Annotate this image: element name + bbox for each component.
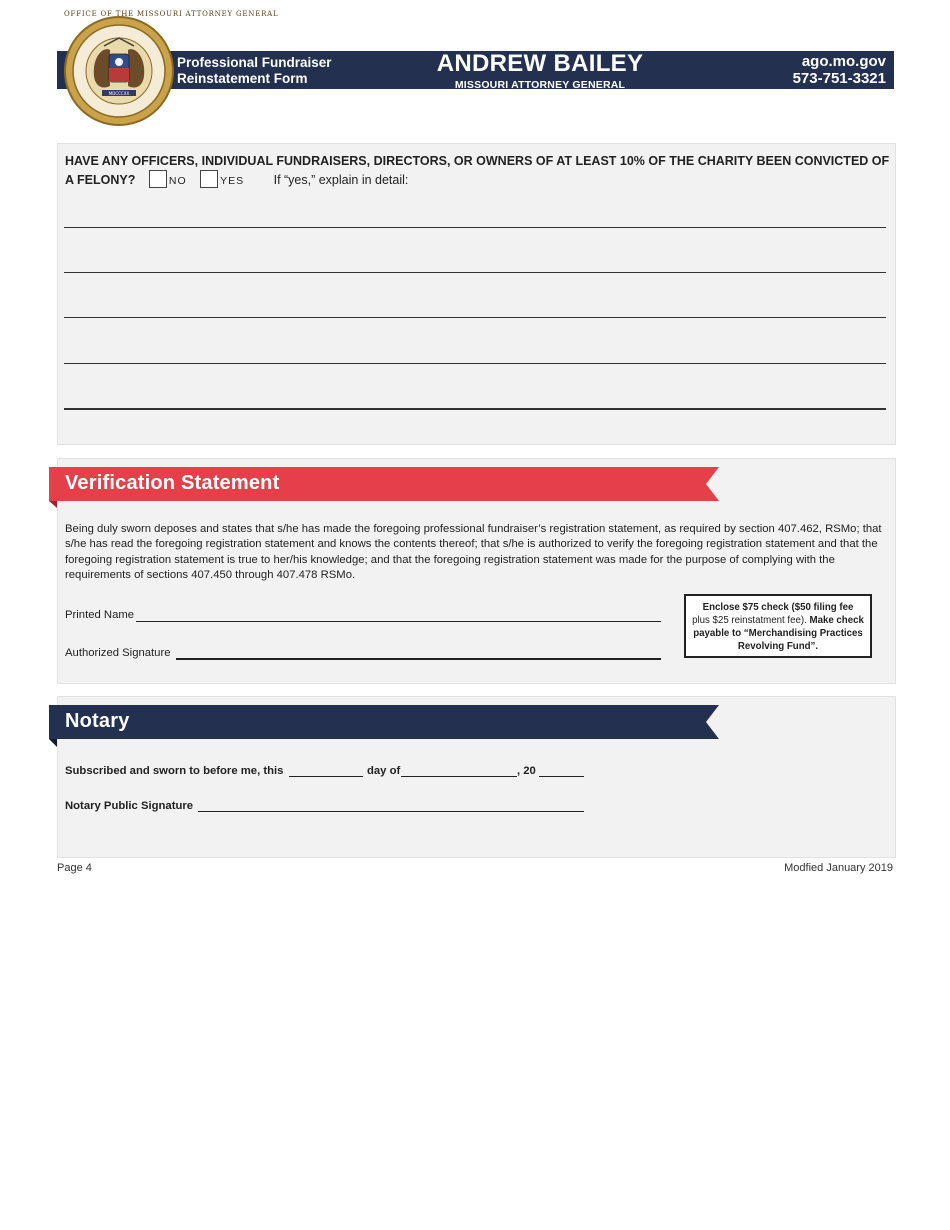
explain-label: If “yes,” explain in detail:: [273, 173, 409, 187]
explain-line-4[interactable]: [64, 363, 886, 364]
verification-statement: Being duly sworn deposes and states that s/he has made the foregoing professional fundraiser’s registration statement, as required by section 407.462, RSMo; that s/he has read the foregoing registration statement and knows the contents thereof; that s/he is authorized to verify the foregoing registration statement and that the foregoing registration statement is true to her/his knowledge; and that the foregoing registration statement was made for the purpose of complying with the requirements of sections 407.450 through 407.478 RSMo.: [65, 523, 882, 581]
fee-notice-box: [684, 594, 872, 658]
verification-title: Verification Statement: [65, 472, 280, 494]
notary-signature-field[interactable]: [198, 811, 584, 812]
phone-number: 573-751-3321: [792, 70, 886, 87]
explain-line-2[interactable]: [64, 272, 886, 273]
fee-notice-bold-1: Enclose $75 check ($50 filing fee: [702, 602, 854, 613]
fee-notice-bold-2: Make check payable to “Merchandising Practices Revolving Fund”.: [693, 615, 864, 652]
attorney-general-name: ANDREW BAILEY: [436, 50, 644, 77]
sworn-day-field[interactable]: [289, 776, 363, 777]
attorney-general-title: MISSOURI ATTORNEY GENERAL: [454, 79, 626, 91]
yes-label: YES: [220, 175, 245, 187]
form-title: [177, 55, 332, 87]
yes-checkbox[interactable]: [200, 170, 218, 188]
no-label: NO: [168, 175, 187, 187]
explain-line-3[interactable]: [64, 317, 886, 318]
website-link[interactable]: ago.mo.gov: [801, 53, 886, 70]
form-title-line2: Reinstatement Form: [177, 71, 308, 86]
form-title-line1: Professional Fundraiser: [177, 55, 332, 70]
day-of-label: day of: [367, 765, 401, 777]
verification-banner: [49, 467, 719, 501]
printed-name-field[interactable]: [136, 621, 661, 622]
seal-text: OFFICE OF THE MISSOURI ATTORNEY GENERAL: [64, 10, 279, 18]
felony-question: [65, 152, 890, 190]
modified-date: Modfied January 2019: [784, 862, 893, 874]
svg-text:MDCCCXX: MDCCCXX: [108, 91, 130, 96]
no-checkbox[interactable]: [149, 170, 167, 188]
sworn-label: Subscribed and sworn to before me, this: [65, 765, 284, 777]
felony-question-text: HAVE ANY OFFICERS, INDIVIDUAL FUNDRAISERS, DIRECTORS, OR OWNERS OF AT LEAST 10% OF THE CHARITY BEEN CONVICTED OF A FELONY?: [65, 154, 890, 187]
explain-line-1[interactable]: [64, 227, 886, 228]
authorized-signature-field[interactable]: [176, 658, 661, 660]
printed-name-label: Printed Name: [65, 609, 135, 621]
page-number: Page 4: [57, 862, 92, 874]
year-prefix-label: , 20: [517, 765, 536, 777]
sworn-month-field[interactable]: [401, 776, 517, 777]
explain-line-5[interactable]: [64, 408, 886, 410]
fee-notice-normal: plus $25 reinstatment fee).: [692, 615, 807, 626]
notary-signature-label: Notary Public Signature: [65, 800, 194, 812]
contact-info: [793, 53, 886, 87]
sworn-year-field[interactable]: [539, 776, 584, 777]
notary-banner: [49, 705, 719, 739]
notary-title: Notary: [65, 710, 130, 732]
authorized-signature-label: Authorized Signature: [65, 647, 171, 659]
